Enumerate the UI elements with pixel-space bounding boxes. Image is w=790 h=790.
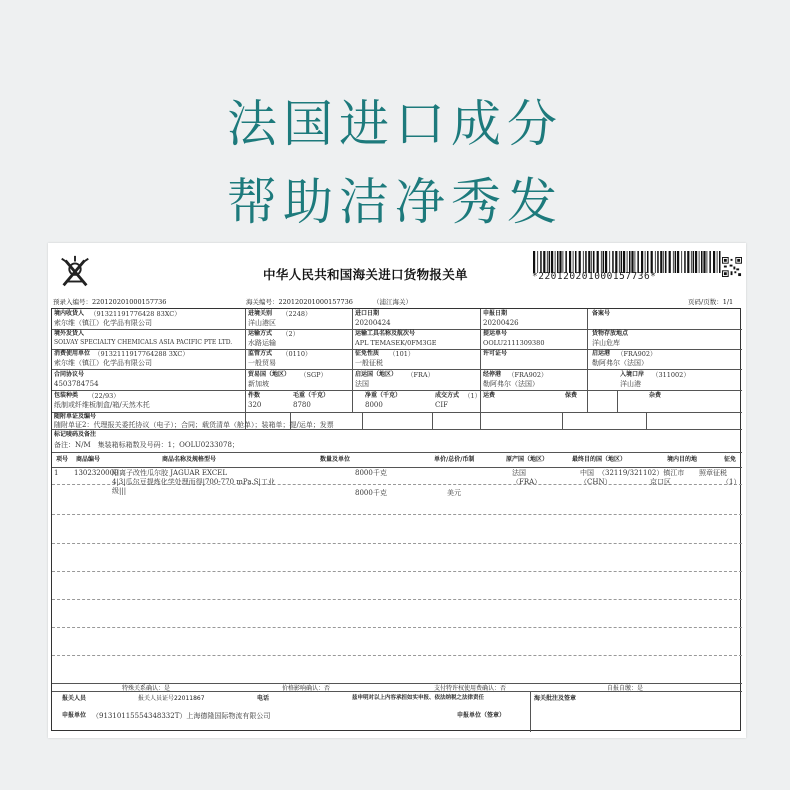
levy-nature-value: 一般征税 (355, 359, 383, 367)
phone-label: 电话 (257, 695, 270, 702)
goods-name-line2: 4|3|瓜尔豆提炼化学处理而得|700-770 mPa.S|工业 (112, 478, 275, 486)
transport-label: 运输方式 (248, 330, 273, 337)
declaring-unit-value: （91310115554348332T）上海德隆国际物流有限公司 (92, 712, 271, 720)
self-declare-confirm: 自报自缴：是 (607, 685, 644, 692)
trade-country-label: 贸易国（地区） (248, 371, 291, 378)
goods-currency: 美元 (447, 489, 461, 497)
depart-port-code: （FRA902） (617, 350, 657, 358)
form-grid (51, 308, 741, 731)
depart-port-value: 勒阿弗尔（法国） (592, 359, 648, 367)
import-date-value: 20200424 (355, 319, 391, 327)
goods-dest-2: 京口区 (650, 478, 671, 486)
goods-final-1: 中国 (580, 469, 594, 477)
page-info: 页码/页数：1/1 (688, 298, 734, 306)
docs-value: 随附单证2：代理报关委托协议（电子）；合同；载货清单（舱单）；装箱单；提/运单；发票 (54, 421, 334, 429)
qr-code-icon (722, 257, 742, 277)
stop-port-code: （FRA902） (508, 371, 548, 379)
headline-line-2: 帮助洁净秀发 (227, 173, 563, 231)
royalty-confirm: 支付特许权使用费确认：否 (434, 685, 507, 692)
trade-country-value: 新加坡 (248, 380, 269, 388)
license-label: 许可证号 (483, 350, 508, 357)
contract-value: 4503784754 (54, 380, 99, 388)
declaring-unit-sign: 申报单位（签章） (457, 712, 506, 719)
marks-value: 备注：N/M 集装箱标箱数及号码：1；OOLU0233078； (54, 441, 239, 449)
legal-statement: 兹申明对以上内容承担如实申报、依法纳税之法律责任 (352, 695, 485, 701)
depart-port-label: 启运港 (592, 350, 611, 357)
pack-code: （22/93） (88, 392, 120, 400)
customs-remark-label: 海关批注及签章 (534, 695, 577, 702)
vessel-value: APL TEMASEK/0FM3GE (355, 339, 437, 347)
preentry-number: 预录入编号：220120201000157736 (53, 298, 167, 306)
entry-value: 洋山港 (620, 380, 641, 388)
consumer-label: 消费使用单位 (54, 350, 91, 357)
overseas-value: SOLVAY SPECIALTY CHEMICALS ASIA PACIFIC PTE LTD. (54, 339, 233, 346)
price-impact-confirm: 价格影响确认：否 (282, 685, 331, 692)
goods-header-origin: 原产国（地区） (506, 456, 549, 463)
declarer-id: 报关人员证号22011867 (138, 695, 205, 702)
declare-date-value: 20200426 (483, 319, 519, 327)
pack-value: 纸制或纤维板制盒/箱/天然木托 (54, 401, 150, 409)
stop-port-label: 经停港 (483, 371, 502, 378)
goods-header-final: 最终目的国（地区） (572, 456, 627, 463)
pack-label: 包装种类 (54, 392, 79, 399)
freight-label: 运费 (483, 392, 496, 399)
goods-levy-1: 照章征税 (699, 469, 727, 477)
special-relation-confirm: 特殊关系确认：是 (122, 685, 171, 692)
consumer-code: （9132111917764288 3XC） (94, 350, 189, 358)
entry-port-code: （2248） (282, 310, 312, 318)
consignee-value: 索尔维（镇江）化学品有限公司 (54, 319, 152, 327)
goods-name-line1: 阳离子改性瓜尔胶 JAGUAR EXCEL (112, 469, 227, 477)
net-value: 8000 (365, 401, 383, 409)
trade-country-code: （SGP） (300, 371, 328, 379)
declare-date-label: 申报日期 (483, 310, 508, 317)
barcode-icon (533, 251, 723, 273)
contract-label: 合同协议号 (54, 371, 85, 378)
goods-header-levy: 征免 (724, 456, 737, 463)
vessel-label: 运输工具名称及航次号 (355, 330, 416, 337)
declarer-label: 报关人员 (62, 695, 87, 702)
goods-header-name: 商品名称及规格型号 (162, 456, 217, 463)
insurance-label: 保费 (565, 392, 578, 399)
terms-code: （1） (464, 392, 482, 400)
storage-value: 洋山危库 (592, 339, 620, 347)
consignee-code: （91321191776428 83XC） (90, 310, 181, 318)
goods-header-code: 商品编号 (76, 456, 101, 463)
entry-label: 入境口岸 (620, 371, 645, 378)
goods-header-no: 项号 (56, 456, 69, 463)
record-label: 备案号 (592, 310, 611, 317)
terms-value: CIF (435, 401, 448, 409)
stop-port-value: 勒阿弗尔（法国） (483, 380, 539, 388)
form-title: 中华人民共和国海关进口货物报关单 (263, 267, 468, 282)
consumer-value: 索尔维（镇江）化学品有限公司 (54, 359, 152, 367)
goods-origin-2: （FRA） (512, 478, 542, 486)
goods-origin-1: 法国 (512, 469, 526, 477)
goods-levy-2: （1） (722, 478, 741, 486)
bill-value: OOLU2111309380 (483, 339, 545, 347)
customs-name: （浦江海关） (373, 298, 412, 306)
terms-label: 成交方式 (435, 392, 460, 399)
overseas-label: 境外发货人 (54, 330, 85, 337)
goods-name-line3: 级||| (112, 487, 127, 495)
customs-number: 海关编号：220120201000157736 (246, 298, 353, 306)
goods-no: 1 (54, 469, 59, 477)
barcode-number: *220120201000157736* (532, 271, 657, 282)
gross-value: 8780 (293, 401, 311, 409)
transport-value: 水路运输 (248, 339, 276, 347)
declaring-unit-label: 申报单位 (62, 712, 87, 719)
entry-port-value: 洋山港区 (248, 319, 276, 327)
goods-qty-2: 8000千克 (355, 489, 387, 497)
consignee-label: 境内收货人 (54, 310, 85, 317)
transport-code: （2） (282, 330, 300, 338)
misc-label: 杂费 (649, 392, 662, 399)
pieces-value: 320 (248, 401, 262, 409)
supervision-value: 一般贸易 (248, 359, 276, 367)
customs-declaration-form (48, 243, 746, 738)
supervision-code: （0110） (282, 350, 312, 358)
gross-label: 毛重（千克） (293, 392, 330, 399)
goods-dest-1: （32119/321102）镇江市 (598, 469, 685, 477)
origin-country-value: 法国 (355, 380, 369, 388)
origin-country-code: （FRA） (407, 371, 435, 379)
marks-label: 标记唛码及备注 (54, 431, 97, 438)
entry-port-label: 进境关别 (248, 310, 273, 317)
origin-country-label: 启运国（地区） (355, 371, 398, 378)
bill-label: 提运单号 (483, 330, 508, 337)
goods-header-qty: 数量及单位 (320, 456, 351, 463)
levy-nature-label: 征免性质 (355, 350, 380, 357)
docs-label: 随附单证及编号 (54, 413, 97, 420)
net-label: 净重（千克） (365, 392, 402, 399)
storage-label: 货物存放地点 (592, 330, 629, 337)
levy-nature-code: （101） (389, 350, 415, 358)
customs-emblem-icon (56, 253, 94, 291)
goods-final-2: （CHN） (580, 478, 612, 486)
entry-code: （311002） (652, 371, 690, 379)
goods-header-dest: 境内目的地 (667, 456, 698, 463)
goods-code: 1302320000 (74, 469, 119, 477)
supervision-label: 监管方式 (248, 350, 273, 357)
goods-qty-1: 8000千克 (355, 469, 387, 477)
import-date-label: 进口日期 (355, 310, 380, 317)
headline-line-1: 法国进口成分 (227, 95, 563, 153)
pieces-label: 件数 (248, 392, 261, 399)
goods-header-price: 单价/总价/币制 (434, 456, 475, 463)
